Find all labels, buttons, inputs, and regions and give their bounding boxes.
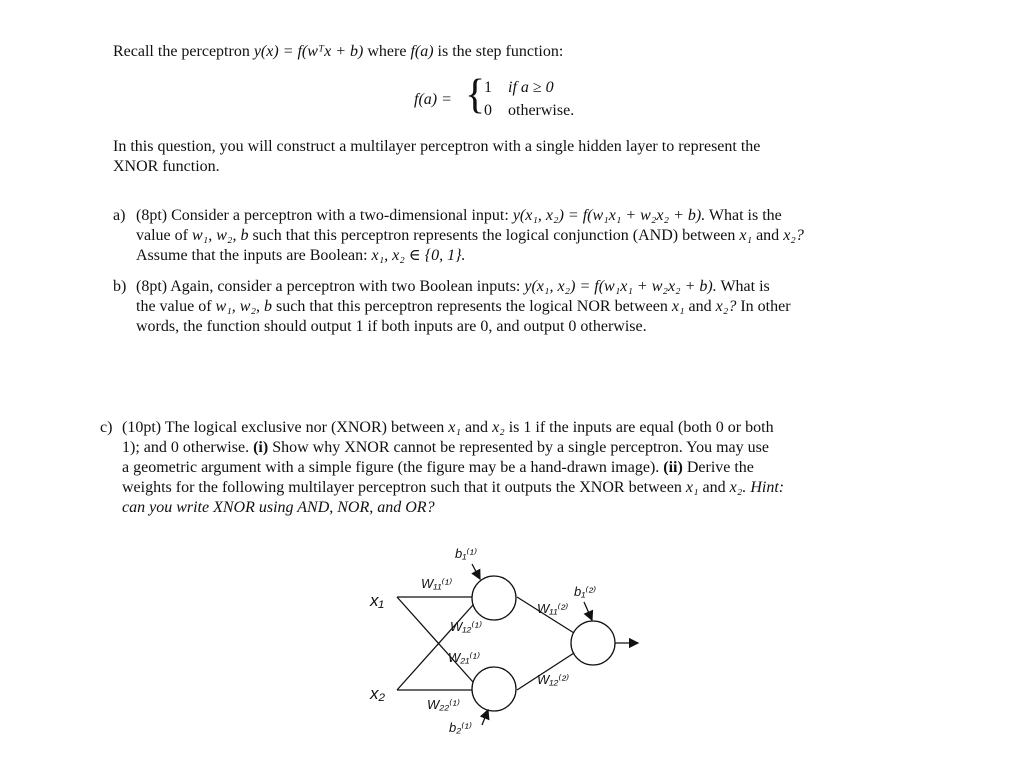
part-b-l2-prefix: the value of: [136, 298, 212, 315]
part-a-line3: [136, 246, 465, 266]
part-a-l1-suffix: What is the: [708, 207, 782, 224]
part-b-l1-suffix: What is: [720, 278, 770, 295]
weight-w22-1-label: W₂₂⁽¹⁾: [427, 697, 460, 712]
part-c-l2-prefix: 1); and 0 otherwise.: [122, 439, 250, 456]
part-a-l3-prefix: Assume that the inputs are Boolean:: [136, 247, 368, 264]
case1-condition: if a ≥ 0: [508, 79, 554, 96]
part-a-l1-prefix: (8pt) Consider a perceptron with a two-dimensional input:: [136, 207, 509, 224]
cases-lhs: f(a) =: [414, 91, 452, 108]
edge-h1-out: [517, 597, 574, 633]
part-a-line1: [136, 206, 782, 226]
part-a-l2-and: and: [756, 227, 780, 244]
part-a-l1-formula: y(x₁, x₂) = f(w₁x₁ + w₂x₂ + b).: [512, 207, 706, 224]
part-b-l1-prefix: (8pt) Again, consider a perceptron with two Boolean inputs:: [136, 278, 521, 295]
part-c-l3-suffix: Derive the: [686, 459, 754, 476]
bias-arrow-out: [584, 602, 592, 620]
case2-condition: otherwise.: [508, 102, 575, 119]
bias-arrow-h2: [482, 710, 488, 725]
input-x1-label: x₁: [370, 591, 384, 610]
part-b-l2-suffix: In other: [740, 298, 791, 315]
intro-paragraph-line2: XNOR function.: [113, 158, 220, 175]
cases-brace: {: [465, 72, 486, 118]
recall-prefix: Recall the perceptron: [113, 43, 250, 60]
part-a-label: a): [113, 207, 126, 224]
bias-b1-output-label: b₁⁽²⁾: [574, 584, 597, 599]
bias-b1-hidden-label: b₁⁽¹⁾: [455, 546, 478, 561]
part-c-l1-x2: x₂: [492, 419, 505, 436]
part-a-l2-x1: x₁: [739, 227, 753, 244]
part-c-l1-and: and: [464, 419, 489, 436]
edge-h2-out: [517, 653, 574, 690]
part-a-l2-mid: such that this perceptron represents the logical conjunction (AND) between: [252, 227, 736, 244]
part-b-l2-x1: x₁: [671, 298, 685, 315]
weight-w12-1-label: W₁₂⁽¹⁾: [450, 619, 483, 634]
part-c-line4: [122, 478, 784, 498]
recall-line: [113, 42, 563, 62]
part-c-l3-bold: (ii): [663, 459, 683, 476]
part-b-line3: words, the function should output 1 if both inputs are 0, and output 0 otherwise.: [136, 318, 647, 335]
part-c-l2-suffix: Show why XNOR cannot be represented by a single perceptron. You may use: [272, 439, 769, 456]
hidden-node-2: [472, 667, 516, 711]
part-c-line5: can you write XNOR using AND, NOR, and OR?: [122, 499, 435, 516]
part-c-line1: [122, 418, 774, 438]
part-b-l2-mid: such that this perceptron represents the logical NOR between: [276, 298, 668, 315]
part-a-l3-formula: x₁, x₂ ∈ {0, 1}.: [371, 247, 466, 264]
part-c-l1-x1: x₁: [448, 419, 461, 436]
part-c-label: c): [100, 419, 113, 436]
part-c-l4-hint: Hint:: [750, 479, 785, 496]
part-c-l1-suffix: is 1 if the inputs are equal (both 0 or both: [508, 419, 774, 436]
bias-b2-hidden-label: b₂⁽¹⁾: [449, 720, 472, 735]
edge-x1-h2: [397, 597, 473, 682]
recall-formula: y(x) = f(wᵀx + b): [253, 43, 364, 60]
part-a-l2-prefix: value of: [136, 227, 188, 244]
weight-w11-1-label: W₁₁⁽¹⁾: [421, 576, 453, 591]
part-b-label: b): [113, 278, 127, 295]
case1-value: 1: [484, 79, 492, 96]
part-b-line2: [136, 297, 791, 317]
recall-suffix: is the step function:: [437, 43, 564, 60]
part-c-l4-and: and: [702, 479, 726, 496]
part-a-l2-x2: x₂?: [783, 227, 804, 244]
part-b-l2-and: and: [688, 298, 712, 315]
part-c-line2: [122, 438, 769, 458]
part-c-l1-prefix: (10pt) The logical exclusive nor (XNOR) between: [122, 419, 445, 436]
output-node: [571, 621, 615, 665]
recall-mid: where: [367, 43, 407, 60]
weight-w11-2-label: W₁₁⁽²⁾: [537, 601, 569, 616]
part-c-l2-bold: (i): [253, 439, 269, 456]
part-b-line1: [136, 277, 770, 297]
part-b-l2-vars: w₁, w₂, b: [215, 298, 272, 315]
hidden-node-1: [472, 576, 516, 620]
case2-value: 0: [484, 102, 492, 119]
part-a-line2: [136, 226, 804, 246]
part-c-l4-x2: x₂.: [729, 479, 747, 496]
bias-arrow-h1: [472, 564, 480, 579]
part-c-l4-x1: x₁: [685, 479, 699, 496]
intro-paragraph-line1: In this question, you will construct a multilayer perceptron with a single hidden layer to represent the: [113, 138, 761, 155]
weight-w21-1-label: W₂₁⁽¹⁾: [448, 650, 481, 665]
weight-w12-2-label: W₁₂⁽²⁾: [537, 672, 570, 687]
part-b-l1-formula: y(x₁, x₂) = f(w₁x₁ + w₂x₂ + b).: [524, 278, 717, 295]
part-c-line3: [122, 458, 754, 478]
part-c-l3-prefix: a geometric argument with a simple figure (the figure may be a hand-drawn image).: [122, 459, 660, 476]
part-c-l4-prefix: weights for the following multilayer perceptron such that it outputs the XNOR between: [122, 479, 682, 496]
part-a-l2-vars: w₁, w₂, b: [191, 227, 249, 244]
input-x2-label: x₂: [370, 684, 385, 703]
edge-x2-h1: [397, 605, 473, 690]
part-b-l2-x2: x₂?: [715, 298, 737, 315]
f-of-a: f(a): [410, 43, 434, 60]
